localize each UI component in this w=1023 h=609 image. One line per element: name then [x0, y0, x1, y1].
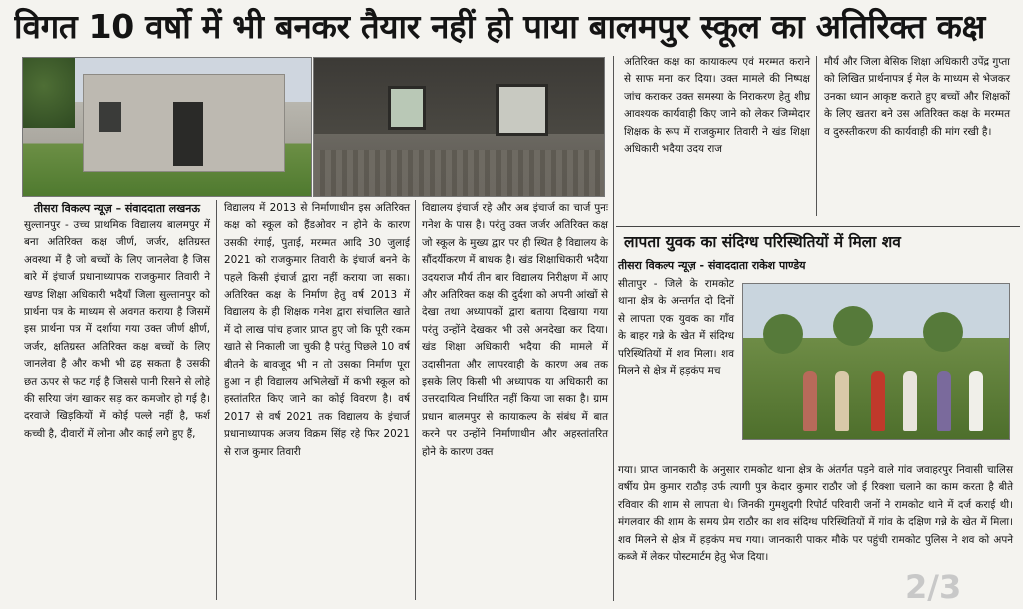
field-crowd-photo	[742, 283, 1010, 440]
article-column-4: अतिरिक्त कक्ष का कायाकल्प एवं मरम्मत कराने से साफ मना कर दिया। उक्त मामले की निष्पक्ष जांच कराकर उक्त समस्या के निराकरण हेतु शीघ्र आवश्यक कार्यवाही किए जाने को लेकर जिम्मेदार शिक्षक के रूप में राजकुमार तिवारी ने खंड शिक्षा अधिकारी भदैया उदय राज	[624, 56, 810, 156]
article-column-3: विद्यालय इंचार्ज रहे और अब इंचार्ज का चार्ज पुनः गनेश के पास है। परंतु उक्त जर्जर अतिरिक्त कक्ष जो स्कूल के मुख्य द्वार पर ही स्थित है विद्यालय के सौंदर्यीकरण में बाधक है। खंड शिक्षाधिकारी भदैया उदयराज मौर्य तीन बार विद्यालय निरीक्षण में आए और अतिरिक्त कक्ष की दुर्दशा को अपनी आंखों से देखा तथा अध्यापकों द्वारा बताया दिखाया गया परंतु उन्होंने देखकर भी उसे अनदेखा कर दिया। खंड शिक्षा अधिकारी भदैया की मामले में उदासीनता और लापरवाही के कारण अब तक इसके लिए किसी भी अध्यापक या अधिकारी का उत्तरदायित्व निर्धारित नहीं किया जा सका है। ग्राम प्रधान बालमपुर से कायाकल्प के संबंध में बात करने पर उन्होंने निर्माणाधीन और अहस्तांतरित होने के कारण उक्त	[422, 202, 608, 458]
photo-person	[803, 371, 817, 431]
photo-tree	[833, 306, 873, 346]
second-article-headline: लापता युवक का संदिग्ध परिस्थितियों में मिला शव	[616, 226, 1020, 256]
photo-door	[173, 102, 203, 166]
photo-window-left	[388, 86, 426, 130]
column-divider	[216, 200, 217, 600]
photo-floor	[314, 150, 604, 196]
photo-tree	[923, 312, 963, 352]
photo-window	[99, 102, 121, 132]
article-column-1	[24, 200, 210, 443]
photo-person	[969, 371, 983, 431]
main-headline: विगत 10 वर्षो में भी बनकर तैयार नहीं हो पाया बालमपुर स्कूल का अतिरिक्त कक्ष	[14, 7, 985, 46]
article-byline: तीसरा विकल्प न्यूज़ – संवाददाता लखनऊ	[34, 202, 200, 215]
photo-window-right	[496, 84, 548, 136]
photo-person	[871, 371, 885, 431]
photo-tree	[763, 314, 803, 354]
article-column-5: मौर्य और जिला बेसिक शिक्षा अधिकारी उपेंद्र गुप्ता को लिखित प्रार्थनापत्र ई मेल के माध्यम से भेजकर उनका ध्यान आकृष्ट कराते हुए बच्चों और शिक्षकों के लिए खतरा बने उस अतिरिक्त कक्ष के मरम्मत व दुरुस्तीकरण की कार्यवाही की मांग रखी है।	[824, 56, 1011, 138]
article-column-2: विद्यालय में 2013 से निर्माणाधीन इस अतिरिक्त कक्ष को स्कूल को हैंडओवर न होने के कारण उसकी रंगाई, पुताई, मरम्मत आदि 30 जुलाई 2021 को राजकुमार तिवारी के इंचार्ज बनने के पहले किसी इंचार्ज द्वारा नहीं कराया जा सका। अतिरिक्त कक्ष के निर्माण हेतु वर्ष 2013 में विद्यालय के ही शिक्षक गनेश द्वारा संचालित खाते में दो लाख पांच हजार प्राप्त हुए जो कि पूरी रकम खाते से निकाली जा चुकी है परंतु पिछले 10 वर्ष बीतने के बावजूद भी न तो उसका निर्माण पूरा हुआ न ही विद्यालय अभिलेखों में कभी स्कूल को हस्तांतरित किए जाने का कोई विवरण है। वर्ष 2017 से वर्ष 2021 तक विद्यालय के इंचार्ज प्रधानाध्यापक अजय विक्रम सिंह रहे फिर 2021 से राज कुमार तिवारी	[224, 202, 410, 458]
page-number: 2/3	[905, 568, 962, 606]
column-divider	[415, 200, 416, 600]
photo-tree	[23, 58, 75, 128]
column-divider	[816, 56, 817, 216]
second-article-column: सीतापुर - जिले के रामकोट थाना क्षेत्र के अन्तर्गत दो दिनों से लापता एक युवक का गाँव के बाहर गन्ने के खेत में संदिग्ध परिस्थितियों में शव मिला। शव मिलने से क्षेत्र में हड़कंप मच	[618, 278, 734, 378]
second-article-byline: तीसरा विकल्प न्यूज़ - संवाददाता राकेश पाण्डेय	[618, 259, 806, 272]
second-article-body: गया। प्राप्त जानकारी के अनुसार रामकोट थाना क्षेत्र के अंतर्गत पड़ने वाले गांव जवाहरपुर निवासी चालिस वर्षीय प्रेम कुमार राठौड़ उर्फ त्यागी पुत्र केदार कुमार राठौर जो ई रिक्शा चलाने का काम करता है बीते रविवार की शाम से लापता थे। जिनकी गुमशुदगी रिपोर्ट परिवारी जनों ने रामकोट थाने में दर्ज कराई थी। मंगलवार की शाम के समय प्रेम राठौर का शव संदिग्ध परिस्थितियों में गांव के दक्षिण गन्ने के खेत में मिला। शव मिलने से क्षेत्र में हड़कंप मच गया। जानकारी पाकर मौके पर पहुंची रामकोट पुलिस ने शव को अपने कब्जे में लेकर पोस्टमार्टम हेतु भेज दिया।	[618, 464, 1013, 564]
column-divider	[613, 56, 614, 601]
damaged-room-photo	[313, 57, 605, 197]
column-1-text: सुल्तानपुर - उच्च प्राथमिक विद्यालय बालमपुर में बना अतिरिक्त कक्ष जीर्ण, जर्जर, क्षतिग्रस्त अवस्था में है जो बच्चों के लिए जानलेवा है जिस बारे में इंचार्ज प्रधानाध्यापक राजकुमार तिवारी ने खण्ड शिक्षा अधिकारी भदैयाँ जिला सुल्तानपुर को प्रार्थना पत्र के माध्यम से अवगत कराया है जिसमें इस प्रार्थना पत्र में दर्शाया गया उक्त जीर्ण क्षीर्ण, जर्जर, क्षतिग्रस्त अतिरिक्त कक्ष बच्चों के लिए जानलेवा है और कभी भी ढह सकता है उसकी छत ऊपर से फट गई है जिससे पानी रिसने से लोहे की सरिया जंग खाकर सड़ कर कमजोर हो गई है। दरवाजे खिड़कियों में कोई पल्ले नहीं है, फर्श कच्ची है, दीवारों में लोना और काई लगे हुए हैं,	[24, 219, 210, 440]
photo-person	[835, 371, 849, 431]
school-building-photo	[22, 57, 312, 197]
photo-person	[903, 371, 917, 431]
photo-person	[937, 371, 951, 431]
